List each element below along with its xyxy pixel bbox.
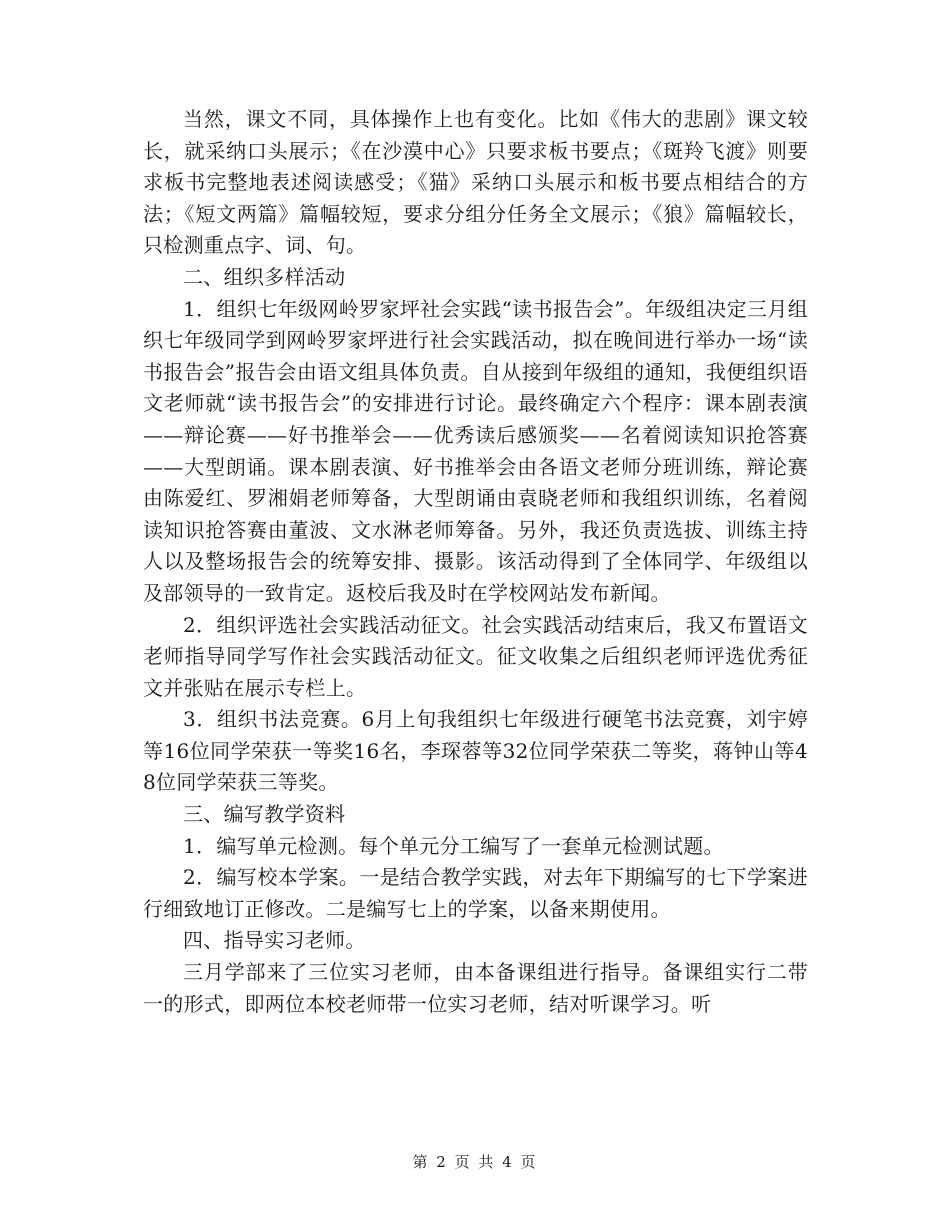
section-heading-activities: 二、组织多样活动 bbox=[183, 264, 346, 289]
paragraph-school-plans: 2．编写校本学案。一是结合教学实践，对去年下期编写的七下学案进行细致地订正修改。二是编写七上的学案，以备来期使用。 bbox=[143, 865, 808, 921]
paragraph-intern-guidance: 三月学部来了三位实习老师，由本备课组进行指导。备课组实行二带一的形式，即两位本校老师带一位实习老师，结对听课学习。听 bbox=[143, 960, 808, 1016]
document-body bbox=[143, 104, 808, 1020]
section-heading-materials: 三、编写教学资料 bbox=[183, 802, 346, 827]
paragraph-calligraphy-contest: 3．组织书法竞赛。6月上旬我组织七年级进行硬笔书法竞赛，刘宇婷等16位同学荣获一等奖16名，李琛蓉等32位同学荣获二等奖，蒋钟山等48位同学荣获三等奖。 bbox=[143, 707, 808, 795]
paragraph-unit-tests: 1．编写单元检测。每个单元分工编写了一套单元检测试题。 bbox=[183, 833, 724, 858]
page-footer: 第 2 页 共 4 页 bbox=[412, 1153, 538, 1171]
paragraph-essay-selection: 2．组织评选社会实践活动征文。社会实践活动结束后，我又布置语文老师指导同学写作社会实践活动征文。征文收集之后组织老师评选优秀征文并张贴在展示专栏上。 bbox=[143, 612, 808, 700]
section-heading-interns: 四、指导实习老师。 bbox=[183, 928, 366, 953]
paragraph-reading-report: 1．组织七年级网岭罗家坪社会实践“读书报告会”。年级组决定三月组织七年级同学到网岭罗家坪进行社会实践活动，拟在晚间进行举办一场“读书报告会”报告会由语文组具体负责。自从接到年级组的通知，我便组织语文老师就“读书报告会”的安排进行讨论。最终确定六个程序：课本剧表演——辩论赛——好书推举会——优秀读后感颁奖——名着阅读知识抢答赛——大型朗诵。课本剧表演、好书推举会由各语文老师分班训练，辩论赛由陈爱红、罗湘娟老师筹备，大型朗诵由袁晓老师和我组织训练，名着阅读知识抢答赛由董波、文水淋老师筹备。另外，我还负责选拔、训练主持人以及整场报告会的统筹安排、摄影。该活动得到了全体同学、年级组以及部领导的一致肯定。返校后我及时在学校网站发布新闻。 bbox=[143, 296, 808, 605]
paragraph-text-differences: 当然，课文不同，具体操作上也有变化。比如《伟大的悲剧》课文较长，就采纳口头展示；《在沙漠中心》只要求板书要点；《斑羚飞渡》则要求板书完整地表述阅读感受；《猫》采纳口头展示和板书要点相结合的方法；《短文两篇》篇幅较短，要求分组分任务全文展示；《狼》篇幅较长，只检测重点字、词、句。 bbox=[143, 107, 808, 258]
